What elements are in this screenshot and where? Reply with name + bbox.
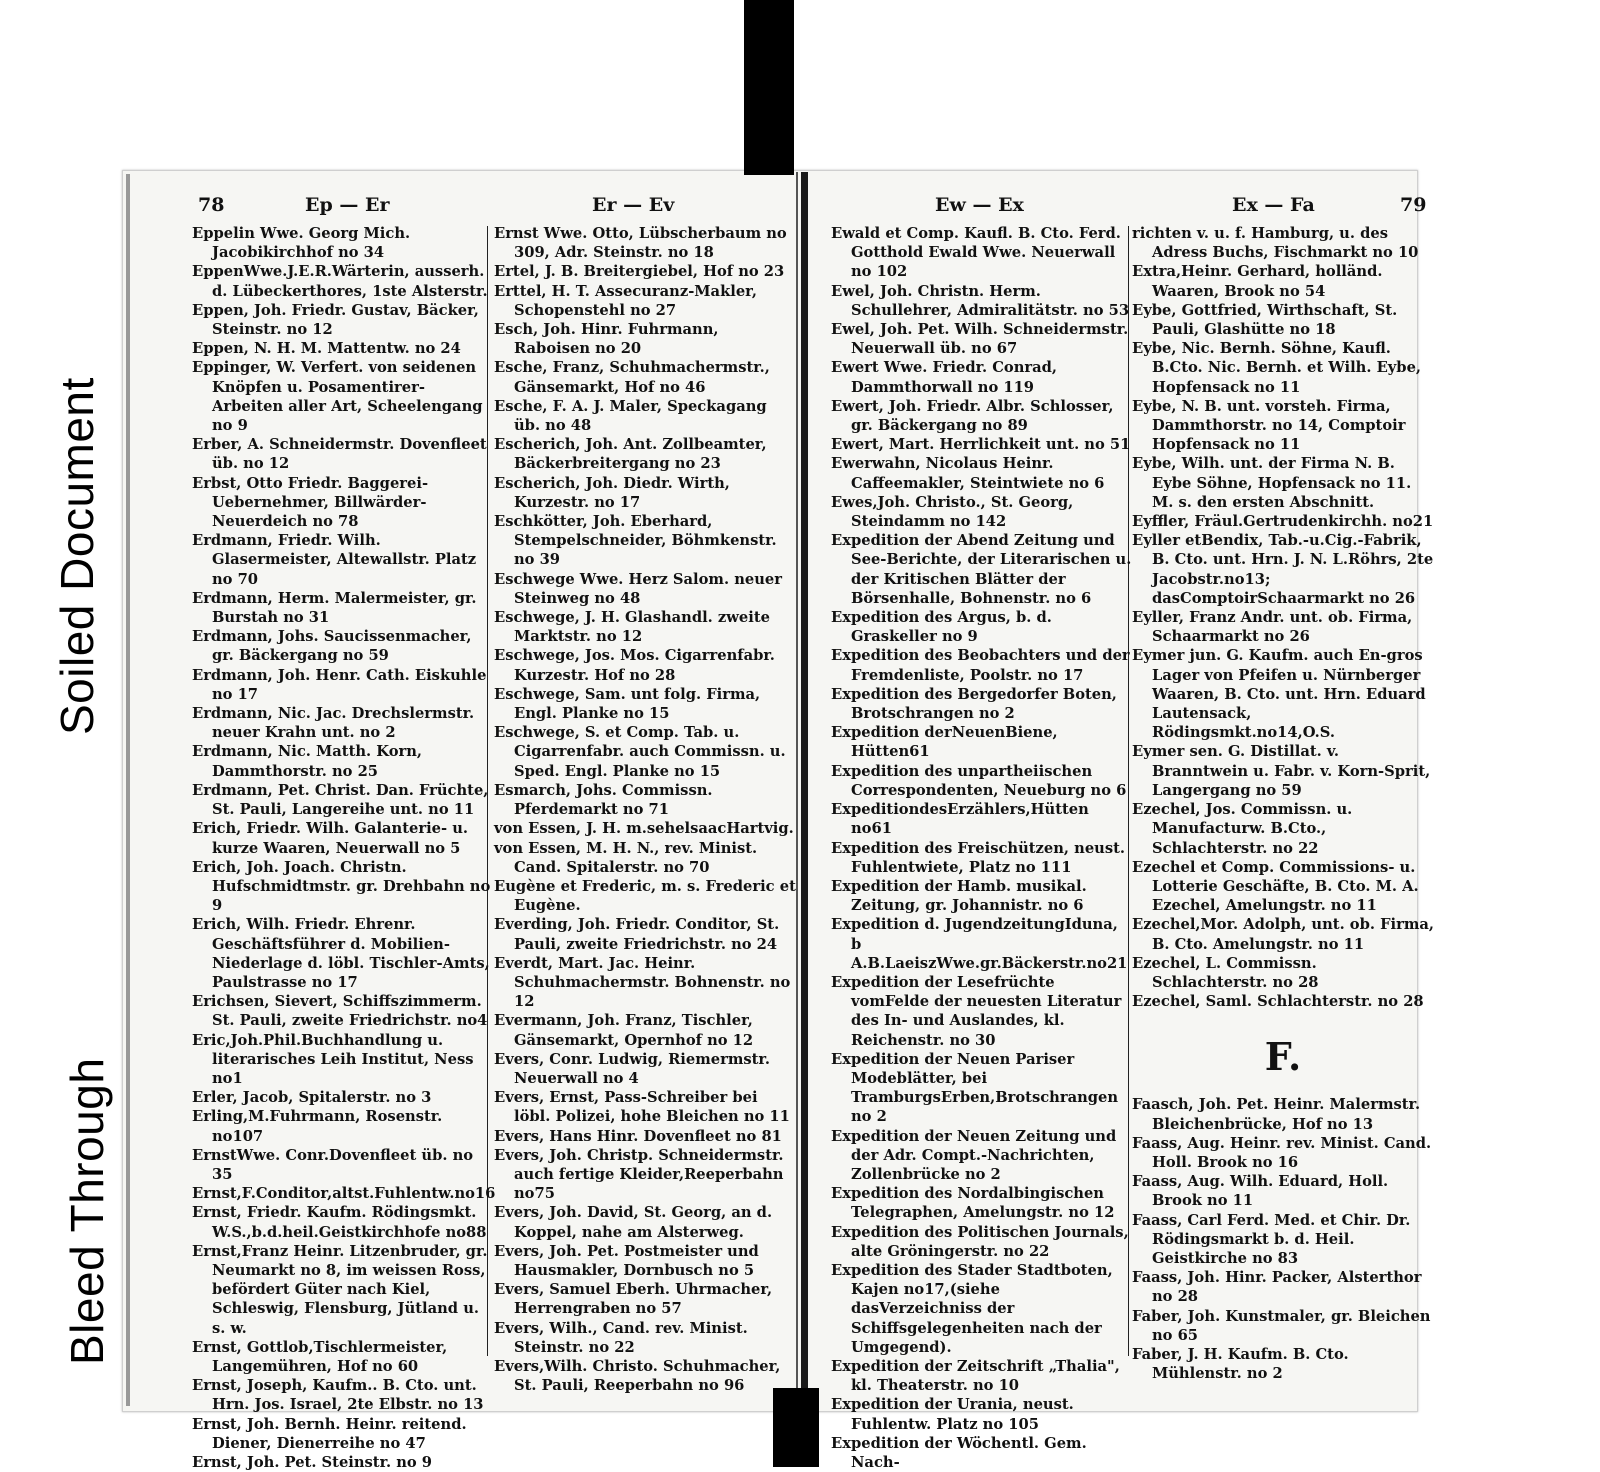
directory-entry: Eybe, Nic. Bernh. Söhne, Kaufl. B.Cto. Nic. Bernh. et Wilh. Eybe, Hopfensack no 11 bbox=[1132, 340, 1422, 396]
directory-entry: Esmarch, Johs. Commissn. Pferdemarkt no 71 bbox=[494, 781, 713, 819]
directory-entry: Ezechel, L. Commissn. Schlachterstr. no 28 bbox=[1132, 954, 1319, 991]
directory-entry: Eric,Joh.Phil.Buchhandlung u. literarisches Leih Institut, Ness no1 bbox=[192, 1031, 474, 1087]
directory-entry: Expedition d. JugendzeitungIduna, b A.B.LaeiszWwe.gr.Bäckerstr.no21 bbox=[831, 916, 1128, 972]
directory-entry: Ernst Wwe. Otto, Lübscherbaum no 309, Adr. Steinstr. no 18 bbox=[494, 225, 787, 262]
directory-entry: Erdmann, Nic. Jac. Drechslermstr. neuer Krahn unt. no 2 bbox=[192, 705, 475, 742]
directory-entry: Esch, Joh. Hinr. Fuhrmann, Raboisen no 20 bbox=[494, 321, 719, 358]
directory-entry: EppenWwe.J.E.R.Wärterin, ausserh. d. Lübeckerthores, 1ste Alsterstr. bbox=[192, 263, 488, 300]
directory-entry: Erler, Jacob, Spitalerstr. no 3 bbox=[192, 1089, 432, 1107]
directory-entry: Eppen, N. H. M. Mattentw. no 24 bbox=[192, 340, 461, 358]
directory-entry: Eschwege, Sam. unt folg. Firma, Engl. Planke no 15 bbox=[494, 685, 761, 723]
directory-entry: Expedition der Urania, neust. Fuhlentw. Platz no 105 bbox=[831, 1396, 1074, 1433]
left-page-edge bbox=[126, 174, 130, 1406]
directory-entry: Eyller etBendix, Tab.-u.Cig.-Fabrik, B. Cto. unt. Hrn. J. N. L.Röhrs, 2te Jacobstr.no13; dasComptoirSchaarmarkt no 26 bbox=[1132, 532, 1434, 607]
spine-bottom bbox=[773, 1388, 819, 1467]
directory-entry: Erbst, Otto Friedr. Baggerei-Uebernehmer, Billwärder-Neuerdeich no 78 bbox=[192, 474, 429, 531]
directory-column-3 bbox=[831, 224, 1133, 1472]
directory-column-2 bbox=[494, 224, 796, 1395]
directory-entry: Ewert Wwe. Friedr. Conrad, Dammthorwall no 119 bbox=[831, 359, 1058, 396]
directory-entry: Erdmann, Pet. Christ. Dan. Früchte, St. Pauli, Langereihe unt. no 11 bbox=[192, 781, 489, 819]
directory-entry: Evers, Joh. Christp. Schneidermstr. auch fertige Kleider,Reeperbahn no75 bbox=[494, 1146, 784, 1203]
directory-entry: Expedition des Argus, b. d. Graskeller no 9 bbox=[831, 609, 1052, 646]
directory-entry: Ernst, Joseph, Kaufm.. B. Cto. unt. Hrn. Jos. Israel, 2te Elbstr. no 13 bbox=[192, 1377, 484, 1414]
directory-entry: Ezechel et Comp. Commissions- u. Lotterie Geschäfte, B. Cto. M. A. Ezechel, Amelungstr. no 11 bbox=[1132, 858, 1419, 915]
header-ep-er: Ep — Er bbox=[305, 194, 390, 216]
directory-entry: Expedition der Lesefrüchte vomFelde der neuesten Literatur des In- und Auslandes, kl. Reichenstr. no 30 bbox=[831, 973, 1122, 1049]
directory-column-4 bbox=[1132, 224, 1434, 1383]
directory-entry: Faass, Aug. Heinr. rev. Minist. Cand. Holl. Brook no 16 bbox=[1132, 1134, 1432, 1171]
directory-entry: Expedition der Wöchentl. Gem. Nach- bbox=[831, 1434, 1087, 1471]
directory-entry: Ertel, J. B. Breitergiebel, Hof no 23 bbox=[494, 263, 785, 281]
directory-entry: Eybe, N. B. unt. vorsteh. Firma, Dammthorstr. no 14, Comptoir Hopfensack no 11 bbox=[1132, 397, 1406, 454]
directory-entry: Erber, A. Schneidermstr. Dovenfleet üb. no 12 bbox=[192, 436, 487, 473]
directory-entry: Ernst,Franz Heinr. Litzenbruder, gr. Neumarkt no 8, im weissen Ross, befördert Güter nach Kiel, Schleswig, Flensburg, Jütland u. s. w. bbox=[192, 1242, 488, 1337]
directory-entry: Eschwege, Jos. Mos. Cigarrenfabr. Kurzestr. Hof no 28 bbox=[494, 647, 775, 684]
directory-entry: Ernst, Joh. Pet. Steinstr. no 9 bbox=[192, 1454, 433, 1471]
directory-entry: richten v. u. f. Hamburg, u. des Adress Buchs, Fischmarkt no 10 bbox=[1132, 225, 1419, 262]
directory-entry: Faass, Aug. Wilh. Eduard, Holl. Brook no 11 bbox=[1132, 1173, 1389, 1210]
directory-entry: Expedition des Freischützen, neust. Fuhlentwiete, Platz no 111 bbox=[831, 839, 1126, 876]
directory-entry: Erdmann, Joh. Henr. Cath. Eiskuhle no 17 bbox=[192, 666, 487, 703]
directory-entry: Erich, Joh. Joach. Christn. Hufschmidtmstr. gr. Drehbahn no 9 bbox=[192, 858, 491, 915]
directory-entry: Expedition des Beobachters und der Fremdenliste, Poolstr. no 17 bbox=[831, 647, 1130, 684]
directory-entry: Eppinger, W. Verfert. von seidenen Knöpfen u. Posamentirer-Arbeiten aller Art, Scheelengang no 9 bbox=[192, 359, 483, 435]
directory-entry: Ewel, Joh. Christn. Herm. Schullehrer, Admiralitätstr. no 53 bbox=[831, 282, 1130, 319]
directory-entry: Ewert, Joh. Friedr. Albr. Schlosser, gr. Bäckergang no 89 bbox=[831, 397, 1114, 435]
directory-entry: Ernst, Friedr. Kaufm. Rödingsmkt. W.S.,b.d.heil.Geistkirchhofe no88 bbox=[192, 1204, 487, 1241]
directory-entry: Eymer sen. G. Distillat. v. Branntwein u. Fabr. v. Korn-Sprit, Langergang no 59 bbox=[1132, 743, 1431, 799]
directory-entry: Esche, Franz, Schuhmachermstr., Gänsemarkt, Hof no 46 bbox=[494, 359, 770, 396]
directory-entry: Evermann, Joh. Franz, Tischler, Gänsemarkt, Opernhof no 12 bbox=[494, 1012, 754, 1049]
header-er-ev: Er — Ev bbox=[592, 194, 675, 216]
directory-entry: Ewert, Mart. Herrlichkeit unt. no 51 bbox=[831, 436, 1131, 454]
directory-entry: Faber, Joh. Kunstmaler, gr. Bleichen no 65 bbox=[1132, 1307, 1431, 1344]
directory-entry: Ernst,F.Conditor,altst.Fuhlentw.no16 bbox=[192, 1185, 496, 1203]
directory-entry: Erdmann, Herm. Malermeister, gr. Burstah no 31 bbox=[192, 589, 477, 627]
bleed-through-label: Bleed Through bbox=[61, 1057, 113, 1365]
directory-entry: Erichsen, Sievert, Schiffszimmerm. St. Pauli, zweite Friedrichstr. no4 bbox=[192, 993, 488, 1030]
directory-entry: Evers, Ernst, Pass-Schreiber bei löbl. Polizei, hohe Bleichen no 11 bbox=[494, 1089, 790, 1126]
directory-entry: Erich, Friedr. Wilh. Galanterie- u. kurze Waaren, Neuerwall no 5 bbox=[192, 820, 469, 857]
directory-entry: Expedition des unpartheiischen Correspondenten, Neueburg no 6 bbox=[831, 762, 1127, 799]
directory-entry: von Essen, M. H. N., rev. Minist. Cand. Spitalerstr. no 70 bbox=[494, 839, 758, 876]
directory-entry: Ernst, Joh. Bernh. Heinr. reitend. Diener, Dienerreihe no 47 bbox=[192, 1415, 467, 1452]
directory-entry: Ezechel, Saml. Schlachterstr. no 28 bbox=[1132, 993, 1424, 1011]
header-ex-fa: Ex — Fa bbox=[1232, 194, 1315, 216]
directory-entry: Evers, Joh. David, St. Georg, an d. Koppel, nahe am Alsterweg. bbox=[494, 1204, 773, 1241]
directory-entry: Evers, Conr. Ludwig, Riemermstr. Neuerwall no 4 bbox=[494, 1050, 770, 1087]
directory-entry: Extra,Heinr. Gerhard, holländ. Waaren, Brook no 54 bbox=[1132, 263, 1383, 300]
directory-entry: Ezechel, Jos. Commissn. u. Manufacturw. B.Cto., Schlachterstr. no 22 bbox=[1132, 801, 1353, 857]
directory-entry: Everding, Joh. Friedr. Conditor, St. Pauli, zweite Friedrichstr. no 24 bbox=[494, 916, 780, 953]
directory-entry: Expedition des Nordalbingischen Telegraphen, Amelungstr. no 12 bbox=[831, 1185, 1115, 1222]
directory-entry: Expedition des Stader Stadtboten, Kajen no17,(siehe dasVerzeichniss der Schiffsgelegenheiten nach der Umgegend). bbox=[831, 1261, 1113, 1356]
directory-entry: Expedition der Hamb. musikal. Zeitung, gr. Johannistr. no 6 bbox=[831, 877, 1087, 915]
directory-entry: Faber, J. H. Kaufm. B. Cto. Mühlenstr. no 2 bbox=[1132, 1345, 1349, 1383]
directory-entry: Eschwege Wwe. Herz Salom. neuer Steinweg no 48 bbox=[494, 570, 782, 607]
page-number-left: 78 bbox=[198, 194, 225, 216]
directory-entry: Eugène et Frederic, m. s. Frederic et Eugène. bbox=[494, 877, 796, 915]
spine-top bbox=[744, 0, 794, 175]
directory-entry: Expedition der Neuen Pariser Modeblätter, bei TramburgsErben,Brotschrangen no 2 bbox=[831, 1050, 1119, 1126]
directory-entry: Ewald et Comp. Kaufl. B. Cto. Ferd. Gotthold Ewald Wwe. Neuerwall no 102 bbox=[831, 225, 1121, 281]
directory-entry: von Essen, J. H. m.sehelsaacHartvig. bbox=[494, 820, 794, 838]
soiled-document-label: Soiled Document bbox=[51, 377, 103, 735]
directory-entry: Expedition derNeuenBiene, Hütten61 bbox=[831, 724, 1058, 761]
directory-entry: Eschwege, J. H. Glashandl. zweite Marktstr. no 12 bbox=[494, 609, 770, 646]
directory-entry: Expedition des Politischen Journals, alte Gröningerstr. no 22 bbox=[831, 1223, 1129, 1260]
header-ew-ex: Ew — Ex bbox=[935, 194, 1024, 216]
directory-entry: Eppelin Wwe. Georg Mich. Jacobikirchhof no 34 bbox=[192, 225, 411, 262]
directory-entry: Eyller, Franz Andr. unt. ob. Firma, Schaarmarkt no 26 bbox=[1132, 609, 1413, 646]
page-number-right: 79 bbox=[1400, 194, 1427, 216]
gutter bbox=[801, 172, 808, 1410]
directory-entry: Evers, Wilh., Cand. rev. Minist. Steinstr. no 22 bbox=[494, 1319, 748, 1356]
directory-entry: Erdmann, Johs. Saucissenmacher, gr. Bäckergang no 59 bbox=[192, 628, 472, 665]
directory-column-1 bbox=[192, 224, 494, 1472]
directory-entry: Expedition der Neuen Zeitung und der Adr. Compt.-Nachrichten, Zollenbrücke no 2 bbox=[831, 1127, 1117, 1183]
directory-entry: Erttel, H. T. Assecuranz-Makler, Schopenstehl no 27 bbox=[494, 282, 757, 319]
directory-entry: Ewes,Joh. Christo., St. Georg, Steindamm no 142 bbox=[831, 493, 1074, 531]
directory-entry: ExpeditiondesErzählers,Hütten no61 bbox=[831, 801, 1089, 838]
directory-entry: Ewel, Joh. Pet. Wilh. Schneidermstr. Neuerwall üb. no 67 bbox=[831, 321, 1129, 358]
directory-entry: Erdmann, Nic. Matth. Korn, Dammthorstr. no 25 bbox=[192, 743, 423, 780]
directory-entry: Expedition der Zeitschrift „Thalia", kl. Theaterstr. no 10 bbox=[831, 1357, 1120, 1395]
directory-entry: Escherich, Joh. Diedr. Wirth, Kurzestr. no 17 bbox=[494, 474, 730, 511]
directory-entry: Faass, Joh. Hinr. Packer, Alsterthor no 28 bbox=[1132, 1269, 1422, 1306]
directory-entry: Everdt, Mart. Jac. Heinr. Schuhmachermstr. Bohnenstr. no 12 bbox=[494, 954, 791, 1011]
directory-entry: Eschwege, S. et Comp. Tab. u. Cigarrenfabr. auch Commissn. u. Sped. Engl. Planke no 15 bbox=[494, 724, 786, 780]
directory-entry: Ezechel,Mor. Adolph, unt. ob. Firma, B. Cto. Amelungstr. no 11 bbox=[1132, 916, 1435, 953]
directory-entry: Expedition des Bergedorfer Boten, Brotschrangen no 2 bbox=[831, 685, 1117, 723]
directory-entry: Eymer jun. G. Kaufm. auch En-gros Lager von Pfeifen u. Nürnberger Waaren, B. Cto. unt. Hrn. Eduard Lautensack, Rödingsmkt.no14,O.S. bbox=[1132, 647, 1426, 742]
gutter-shadow bbox=[796, 172, 798, 1410]
directory-entry: Eybe, Wilh. unt. der Firma N. B. Eybe Söhne, Hopfensack no 11. M. s. den ersten Abschnitt. bbox=[1132, 455, 1412, 511]
directory-entry: Eschkötter, Joh. Eberhard, Stempelschneider, Böhmkenstr. no 39 bbox=[494, 513, 777, 569]
directory-entry: Ewerwahn, Nicolaus Heinr. Caffeemakler, Steintwiete no 6 bbox=[831, 455, 1105, 492]
directory-entry: Erling,M.Fuhrmann, Rosenstr. no107 bbox=[192, 1108, 443, 1145]
directory-entry: Evers,Wilh. Christo. Schuhmacher, St. Pauli, Reeperbahn no 96 bbox=[494, 1357, 781, 1395]
directory-entry: Erich, Wilh. Friedr. Ehrenr. Geschäftsführer d. Mobilien-Niederlage d. löbl. Tischler-Amts, Paulstrasse no 17 bbox=[192, 916, 490, 991]
directory-entry: Evers, Samuel Eberh. Uhrmacher, Herrengraben no 57 bbox=[494, 1281, 773, 1318]
directory-entry: Erdmann, Friedr. Wilh. Glasermeister, Altewallstr. Platz no 70 bbox=[192, 532, 477, 588]
directory-entry: Expedition der Abend Zeitung und See-Berichte, der Literarischen u. der Kritischen Blätter der Börsenhalle, Bohnenstr. no 6 bbox=[831, 532, 1132, 607]
directory-entry: Escherich, Joh. Ant. Zollbeamter, Bäckerbreitergang no 23 bbox=[494, 436, 767, 473]
directory-entry: Ernst, Gottlob,Tischlermeister, Langemühren, Hof no 60 bbox=[192, 1338, 448, 1375]
directory-entry: Evers, Joh. Pet. Postmeister und Hausmakler, Dornbusch no 5 bbox=[494, 1242, 759, 1279]
directory-entry: Eybe, Gottfried, Wirthschaft, St. Pauli, Glashütte no 18 bbox=[1132, 301, 1398, 339]
directory-entry: Eppen, Joh. Friedr. Gustav, Bäcker, Steinstr. no 12 bbox=[192, 301, 479, 339]
directory-entry: Esche, F. A. J. Maler, Speckagang üb. no 48 bbox=[494, 397, 767, 435]
directory-entry: Faass, Carl Ferd. Med. et Chir. Dr. Rödingsmarkt b. d. Heil. Geistkirche no 83 bbox=[1132, 1211, 1411, 1267]
directory-entry: Evers, Hans Hinr. Dovenfleet no 81 bbox=[494, 1127, 782, 1145]
directory-entry: Faasch, Joh. Pet. Heinr. Malermstr. Bleichenbrücke, Hof no 13 bbox=[1132, 1096, 1421, 1133]
directory-entry: Eyffler, Fräul.Gertrudenkirchh. no21 bbox=[1132, 513, 1434, 531]
section-letter-f: F. bbox=[1264, 1034, 1302, 1080]
directory-entry: ErnstWwe. Conr.Dovenfleet üb. no 35 bbox=[192, 1146, 474, 1183]
